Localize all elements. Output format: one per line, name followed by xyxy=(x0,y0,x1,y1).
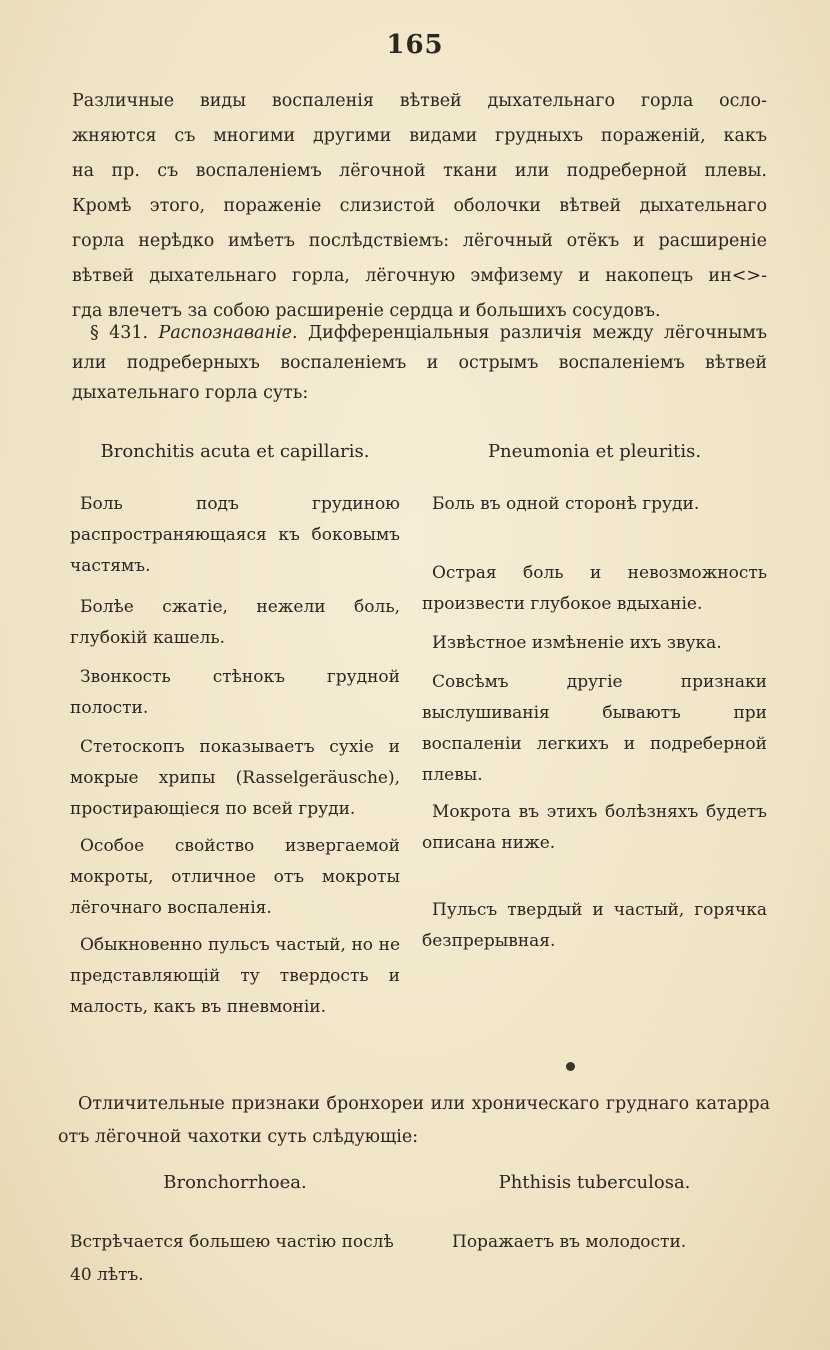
left-item: Обыкновенно пульсъ частый, но не представляющій ту твердость и малость, какъ въ пневмоніи. xyxy=(70,935,400,1017)
section-text: Дифференціальныя различія между лёгочнымъ или подреберныхъ воспаленіемъ и острымъ воспаленіемъ вѣтвей дыхательнаго горла суть: xyxy=(72,323,767,403)
intro-line: жняются съ многими другими видами грудныхъ пораженій, какъ xyxy=(72,126,767,146)
intro-line: Различные виды воспаленія вѣтвей дыхательнаго горла осло- xyxy=(72,91,767,111)
right-item: Извѣстное измѣненіе ихъ звука. xyxy=(432,633,722,653)
right-column-header: Pneumonia et pleuritis. xyxy=(487,441,702,462)
right-item: Боль въ одной сторонѣ груди. xyxy=(432,494,700,514)
left-column-header: Bronchitis acuta et capillaris. xyxy=(100,441,370,462)
left-item: Боль подъ грудиною распространяющаяся къ боковымъ частямъ. xyxy=(70,494,400,576)
note-text: Отличительные признаки бронхореи или хроническаго груднаго катарра отъ лёгочной чахотки суть слѣдующіе: xyxy=(58,1094,770,1147)
left-column xyxy=(70,436,400,1023)
left-item: Стетоскопъ показываетъ сухіе и мокрые хрипы (Rasselgeräusche), простирающіеся по всей груди. xyxy=(70,737,400,819)
intro-line: гда влечетъ за собою расширеніе сердца и большихъ сосудовъ. xyxy=(72,301,661,321)
right-item: Совсѣмъ другіе признаки выслушиванія бываютъ при воспаленіи легкихъ и подреберной плевы. xyxy=(422,672,767,785)
intro-line: вѣтвей дыхательнаго горла, лёгочную эмфизему и накопецъ ин<>- xyxy=(72,266,767,286)
right-item: Мокрота въ этихъ болѣзняхъ будетъ описана ниже. xyxy=(422,802,767,853)
left-item: Звонкость стѣнокъ грудной полости. xyxy=(70,667,400,718)
sub-right-header: Phthisis tuberculosa. xyxy=(498,1172,691,1193)
section-paragraph xyxy=(72,318,767,408)
sub-right-text: Поражаетъ въ молодости. xyxy=(452,1232,687,1252)
section-431 xyxy=(72,318,767,408)
left-item: Болѣе сжатіе, нежели боль, глубокій кашель. xyxy=(70,597,400,648)
intro-paragraph xyxy=(72,84,767,329)
right-column xyxy=(422,436,767,957)
intro-line: на пр. съ воспаленіемъ лёгочной ткани или подреберной плевы. xyxy=(72,161,767,181)
sub-left-text: Встрѣчается большею частію послѣ 40 лѣтъ. xyxy=(70,1232,394,1285)
page-number: 165 xyxy=(386,30,444,60)
intro-line: Кромѣ этого, пораженіе слизистой оболочки вѣтвей дыхательнаго xyxy=(72,196,767,216)
intro-line: горла нерѣдко имѣетъ послѣдствіемъ: лёгочный отёкъ и расширеніе xyxy=(72,231,767,251)
section-number: § 431. xyxy=(90,323,149,343)
left-item: Особое свойство извергаемой мокроты, отличное отъ мокроты лёгочнаго воспаленія. xyxy=(70,836,400,918)
section-title: Распознаваніе. xyxy=(158,323,298,343)
note-paragraph xyxy=(58,1088,770,1154)
right-item: Пульсъ твердый и частый, горячка безпрерывная. xyxy=(422,900,767,951)
right-item: Острая боль и невозможность произвести глубокое вдыханіе. xyxy=(422,563,767,614)
sub-left-header: Bronchorrhoea. xyxy=(163,1172,307,1193)
ink-dot xyxy=(566,1062,575,1071)
